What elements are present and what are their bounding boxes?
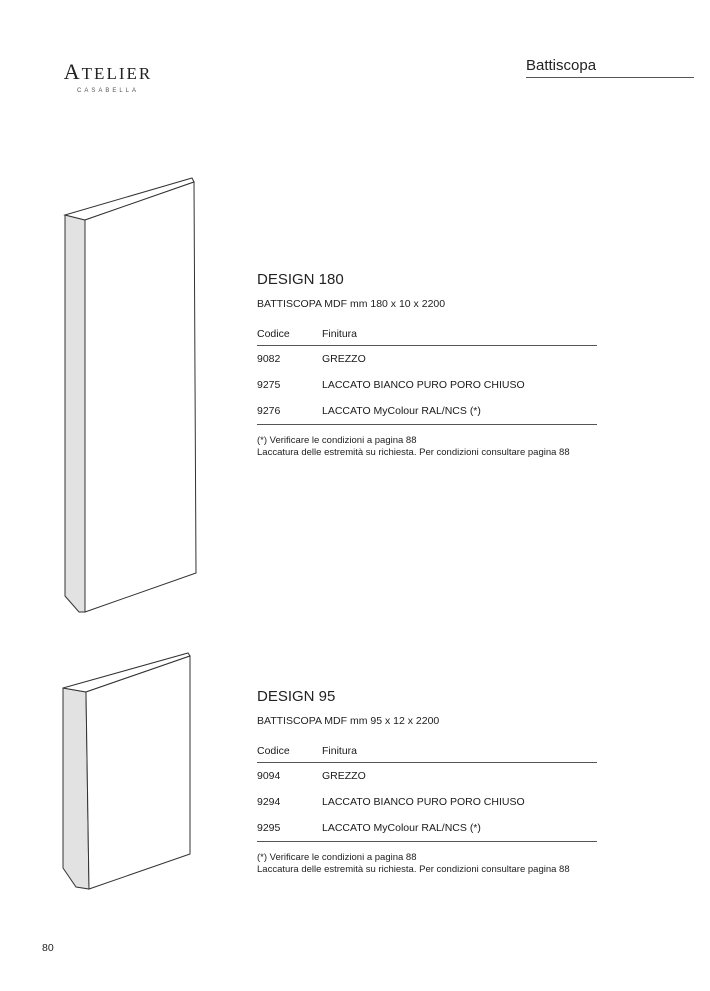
- table-row: [257, 789, 597, 815]
- note-ends-lacquering: Laccatura delle estremità su richiesta. Per condizioni consultare pagina 88: [257, 864, 570, 875]
- table-row: [257, 346, 597, 372]
- product-title: DESIGN 95: [257, 688, 336, 705]
- brand-initial: A: [63, 59, 82, 84]
- row-finish: LACCATO BIANCO PURO PORO CHIUSO: [322, 796, 525, 808]
- product-title: DESIGN 180: [257, 271, 344, 288]
- header-code: Codice: [257, 328, 290, 340]
- product-notes: [257, 852, 597, 876]
- table-row: [257, 398, 597, 424]
- row-code: 9294: [257, 796, 281, 808]
- note-ends-lacquering: Laccatura delle estremità su richiesta. Per condizioni consultare pagina 88: [257, 447, 570, 458]
- row-finish: LACCATO BIANCO PURO PORO CHIUSO: [322, 379, 525, 391]
- row-code: 9275: [257, 379, 281, 391]
- finish-table-header: [257, 323, 597, 346]
- product-notes: [257, 435, 597, 459]
- row-finish: LACCATO MyColour RAL/NCS (*): [322, 405, 481, 417]
- finish-table-header: [257, 740, 597, 763]
- brand-name-rest: TELIER: [81, 64, 153, 83]
- product-design-95: [257, 688, 597, 876]
- product-design-180: [257, 271, 597, 459]
- table-row: [257, 372, 597, 398]
- header-code: Codice: [257, 745, 290, 757]
- skirting-drawing-design-180: [65, 178, 196, 612]
- section-title: Battiscopa: [526, 57, 694, 78]
- skirting-drawing-design-95: [63, 653, 190, 889]
- header-finish: Finitura: [322, 328, 358, 340]
- header-finish: Finitura: [322, 745, 358, 757]
- page-number: 80: [42, 942, 54, 954]
- product-subtitle: BATTISCOPA MDF mm 180 x 10 x 2200: [257, 298, 446, 310]
- row-code: 9295: [257, 822, 281, 834]
- note-conditions: (*) Verificare le condizioni a pagina 88: [257, 435, 417, 446]
- table-row: [257, 815, 597, 841]
- product-subtitle: BATTISCOPA MDF mm 95 x 12 x 2200: [257, 715, 440, 727]
- brand-subname: CASABELLA: [76, 88, 140, 94]
- note-conditions: (*) Verificare le condizioni a pagina 88: [257, 852, 417, 863]
- row-code: 9094: [257, 770, 281, 782]
- row-code: 9082: [257, 353, 281, 365]
- row-code: 9276: [257, 405, 281, 417]
- row-finish: GREZZO: [322, 770, 366, 782]
- row-finish: GREZZO: [322, 353, 366, 365]
- row-finish: LACCATO MyColour RAL/NCS (*): [322, 822, 481, 834]
- finish-table: [257, 323, 597, 425]
- finish-table: [257, 740, 597, 842]
- table-row: [257, 763, 597, 789]
